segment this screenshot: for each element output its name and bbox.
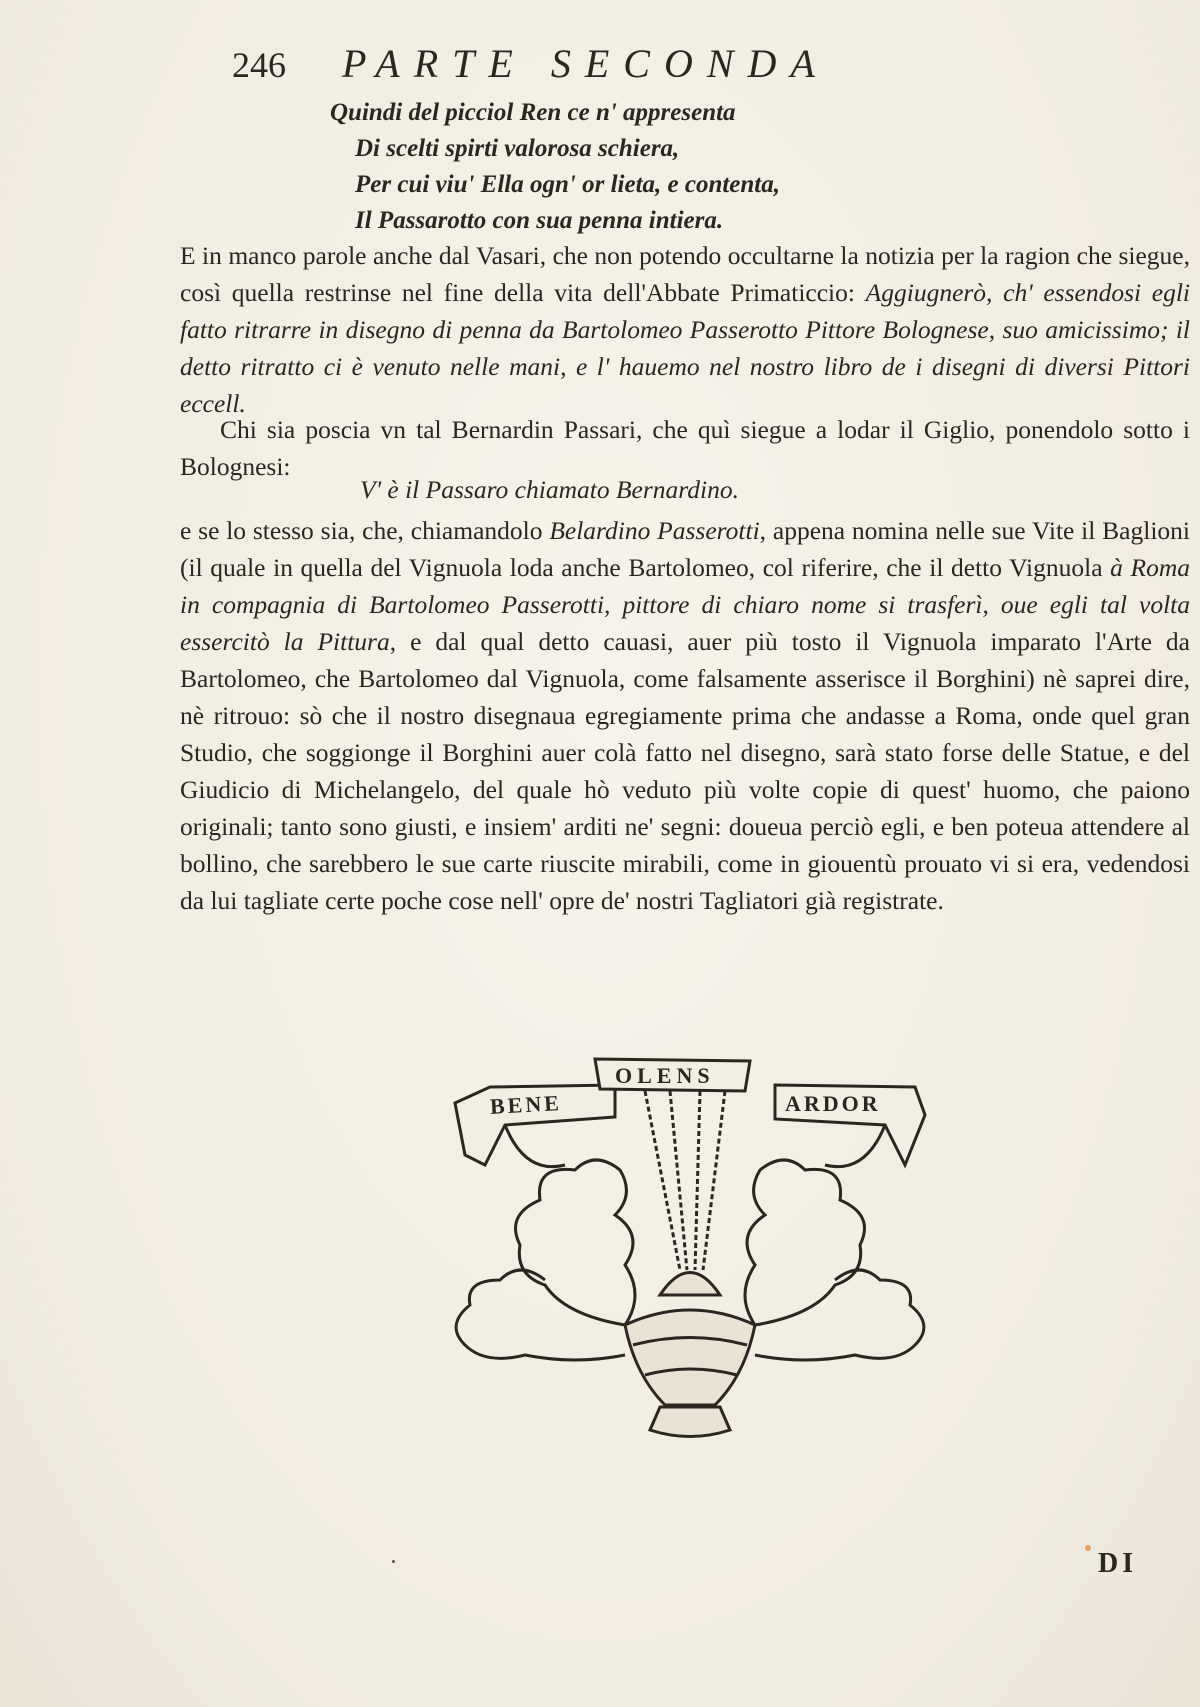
verse-line: Di scelti spirti valorosa schiera, — [355, 135, 680, 162]
censer-foot — [650, 1407, 730, 1437]
motto-left: BENE — [489, 1090, 563, 1119]
paragraph-text: Chi sia poscia vn tal Bernardin Passari, che quì siegue a lodar il Giglio, ponendolo sotto i Bolognesi: — [180, 415, 1190, 481]
motto-center: OLENS — [615, 1063, 715, 1088]
paragraph-bernardin — [180, 411, 1190, 485]
quotation-text: à Roma in compagnia di Bartolomeo Passerotti, pittore di chiaro nome si trasferì, oue egli tal volta essercitò la Pittura — [180, 553, 1190, 656]
paragraph-text: , e dal qual detto cauasi, auer più tosto il Vignuola imparato l'Arte da Bartolomeo, che Bartolomeo dal Vignuola, come falsamente asserisce il Borghini) nè saprei dire, nè ritrouo: sò che il nostro disegnaua egregiamente prima che andasse a Roma, onde quel gran Studio, che soggionge il Borghini auer colà fatto nel disegno, sarà stato forse delle Statue, e del Giudicio di Michelangelo, del quale hò veduto più volte copie di quest' huomo, che paiono originali; tanto sono giusti, e insiem' arditi ne' segni: doueua perciò egli, e ben poteua attendere al bollino, che sarebbero le sue carte riuscite mirabili, come in giouentù prouato vi si era, vedendosi da lui tagliate certe poche cose nell' opre de' nostri Tagliatori già registrate. — [180, 627, 1190, 915]
page-header — [232, 40, 992, 87]
page-number: 246 — [232, 45, 286, 85]
catchword: DI — [1098, 1548, 1138, 1579]
verse-line: Quindi del picciol Ren ce n' appresenta — [330, 99, 736, 126]
scroll-end — [505, 1125, 565, 1167]
verse-line: Il Passarotto con sua penna intiera. — [355, 207, 724, 234]
censer-body — [625, 1310, 755, 1405]
censer-lid — [660, 1273, 720, 1296]
paragraph-text: E in manco parole anche dal Vasari, che non potendo occultarne la notizia per la ragion che siegue, così quella restrinse nel fine della vita dell'Abbate Primaticcio: — [180, 241, 1190, 307]
chain — [645, 1091, 680, 1270]
quotation-text: Aggiugnerò, ch' essendosi egli fatto ritrarre in disegno di penna da Bartolomeo Passerotto Pittore Bolognese, suo amicissimo; il detto ritratto ci è venuto nelle mani, e l' hauemo nel nostro libro de i disegni di diversi Pittori eccell. — [180, 278, 1190, 418]
verse-line-centered: V' è il Passaro chiamato Bernardino. — [360, 475, 739, 504]
running-head: PARTE SECONDA — [342, 41, 829, 86]
paragraph-text: , appena nomina nelle sue Vite il Baglioni (il quale in quella del Vignuola loda anche Bartolomeo, col riferire, che il detto Vignuola — [180, 516, 1191, 582]
chain — [670, 1091, 687, 1270]
paper-stain — [1085, 1545, 1091, 1551]
printers-device-woodcut — [445, 1055, 945, 1465]
paragraph-vasari — [180, 237, 1190, 422]
chain — [703, 1091, 725, 1270]
motto-right: ARDOR — [785, 1091, 881, 1116]
verse-line: Per cui viu' Ella ogn' or lieta, e contenta, — [355, 171, 780, 198]
chain — [695, 1091, 700, 1270]
name-text: Belardino Passerotti — [549, 516, 760, 545]
paper-stain — [392, 1560, 395, 1563]
paragraph-text: e se lo stesso sia, che, chiamandolo — [180, 516, 550, 545]
scroll-end — [825, 1125, 885, 1167]
smoke-left — [516, 1160, 636, 1325]
verse-block — [330, 95, 1050, 239]
paragraph-passerotti — [180, 512, 1190, 919]
smoke-right — [745, 1160, 865, 1325]
